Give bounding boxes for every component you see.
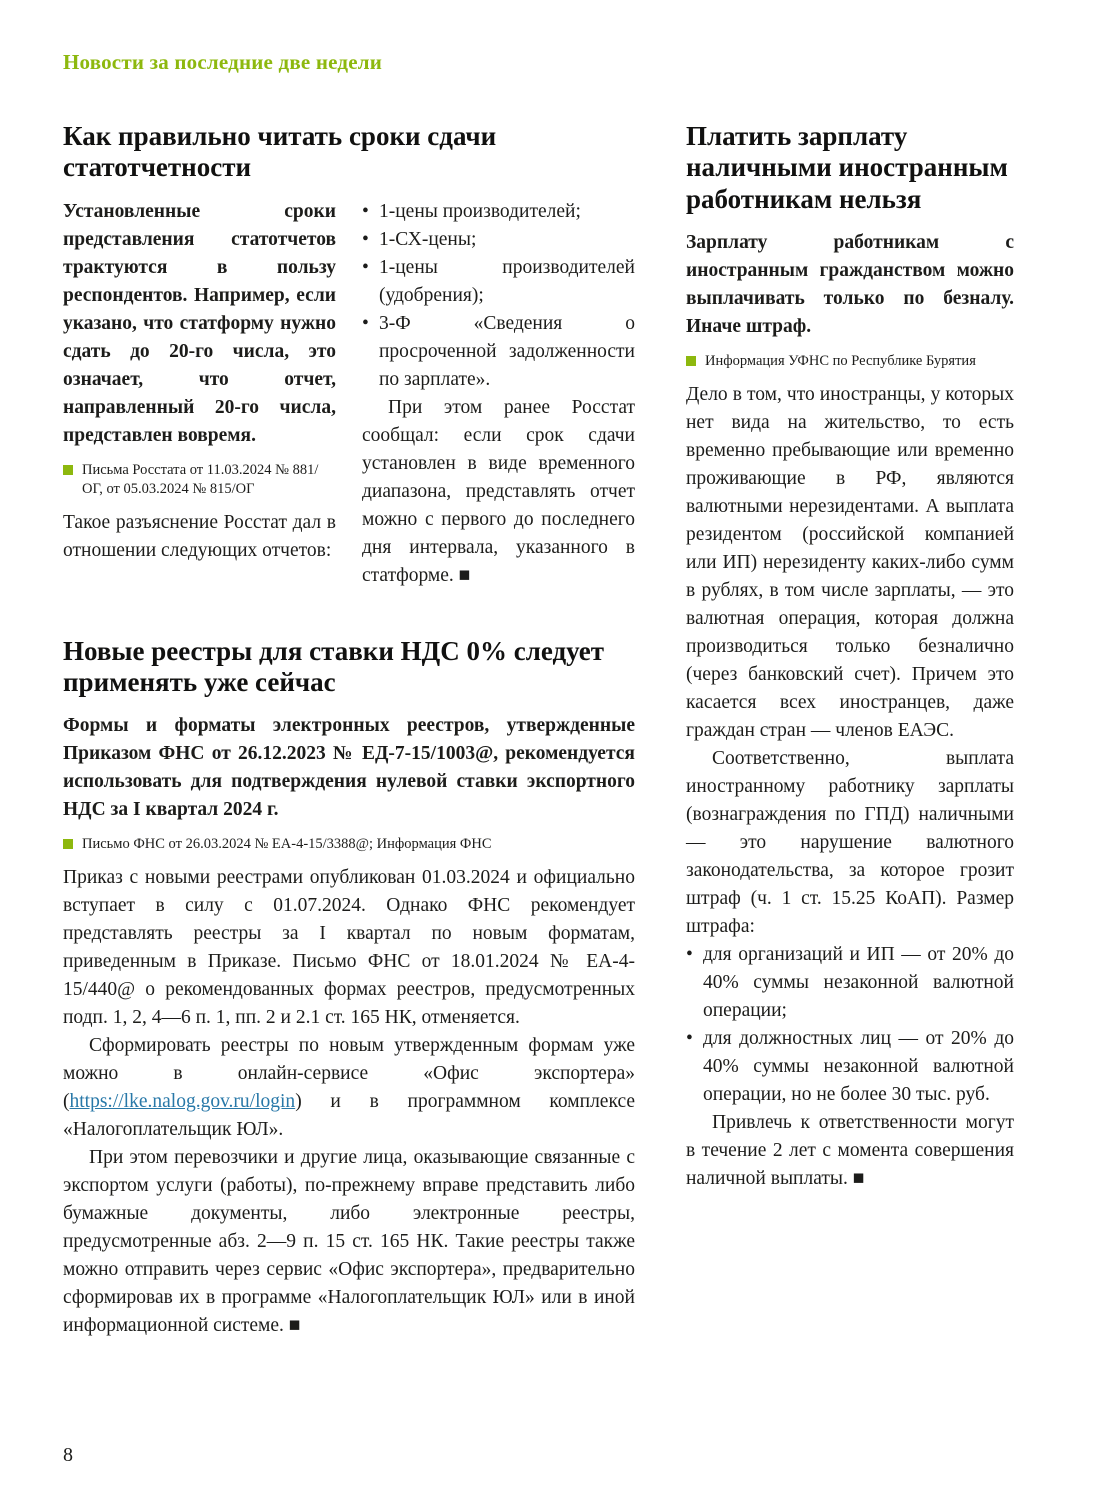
section-header: Новости за последние две недели [63, 50, 383, 74]
left-columns [63, 121, 635, 1340]
article-paragraph: Соответственно, выплата иностранному работнику зарплаты (вознаграждения по ГПД) наличными — это нарушение валютного законодательства, за которое грозит штраф (ч. 1 ст. 15.25 КоАП). Размер штрафа: [686, 747, 1014, 937]
article-paragraph: При этом перевозчики и другие лица, оказывающие связанные с экспортом услуги (работы), по-прежнему вправе представить либо бумажные документы, либо электронные реестры, предусмотренные абз. 2—9 п. 15 ст. 165 НК. Такие реестры также можно отправить через сервис «Офис экспортера», предварительно сформировав их в программе «Налогоплательщик ЮЛ» или в иной информационной системе. ■ [63, 1147, 635, 1337]
source-marker-icon [686, 356, 696, 366]
article-lead: Формы и форматы электронных реестров, утвержденные Приказом ФНС от 26.12.2023 № ЕД-7-15/1003@, рекомендуется использовать для подтверждения нулевой ставки экспортного НДС за I квартал 2024 г. [63, 715, 635, 821]
source-marker-icon [63, 465, 73, 475]
article-paragraph: При этом ранее Росстат сообщал: если срок сдачи установлен в виде временного диапазона, представлять отчет можно с первого до последнего дня интервала, указанного в статформе. ■ [362, 396, 635, 586]
article-cash-salary-foreigners [686, 121, 1014, 1193]
article-title: Платить зарплату наличными иностранным работникам нельзя [686, 121, 1008, 214]
source-text: Информация УФНС по Республике Бурятия [705, 352, 976, 369]
article-paragraph: Такое разъяснение Росстат дал в отношении следующих отчетов: [63, 511, 336, 561]
article-paragraph: Привлечь к ответственности могут в течение 2 лет с момента совершения наличной выплаты. ■ [686, 1111, 1014, 1189]
article-column-left [63, 198, 336, 565]
source-text: Письмо ФНС от 26.03.2024 № ЕА-4-15/3388@; Информация ФНС [82, 836, 492, 853]
source-note [63, 461, 322, 499]
source-note [686, 352, 998, 371]
article-stat-deadlines [63, 121, 635, 590]
list-item: • 1-СХ-цены; [362, 226, 635, 254]
article-lead: Установленные сроки представления статотчетов трактуются в пользу респондентов. Например, если указано, что статформу нужно сдать до 20-го числа, это означает, что отчет, направленный 20-го числа, представлен вовремя. [63, 200, 336, 446]
list-item: • 1-цены производителей (удобрения); [362, 254, 635, 310]
article-paragraph: Дело в том, что иностранцы, у которых нет вида на жительство, то есть временно пребывающие или временно проживающие в РФ, являются валютными нерезидентами. А выплата резидентом (российской компанией или ИП) нерезиденту каких-либо сумм в рублях, в том числе зарплаты, — это валютная операция, которая должна производиться только безналично (через банковский счет). Причем это касается всех иностранцев, даже граждан стран — членов ЕАЭС. [686, 383, 1014, 741]
article-title: Новые реестры для ставки НДС 0% следует применять уже сейчас [63, 635, 605, 697]
list-item: • 1-цены производителей; [362, 198, 635, 226]
content-columns [63, 121, 1014, 1340]
article-title: Как правильно читать сроки сдачи статотчетности [63, 121, 497, 183]
paragraph-text: ) и в программном комплексе «Налогоплательщик ЮЛ». [63, 1091, 635, 1141]
paragraph-text: Сформировать реестры по новым утвержденным формам уже можно в онлайн-сервисе «Офис экспортера» ( [63, 1035, 635, 1113]
article-column-right [362, 198, 635, 590]
nalog-login-link[interactable]: https://lke.nalog.gov.ru/login [69, 1091, 296, 1113]
article-lead: Зарплату работникам с иностранным гражданством можно выплачивать только по безналу. Иначе штраф. [686, 231, 1014, 337]
article-paragraph [63, 1032, 635, 1144]
list-item: • 3-Ф «Сведения о просроченной задолженности по зарплате». [362, 310, 635, 394]
article-vat-registers [63, 636, 635, 1341]
right-column [686, 121, 1014, 1193]
article-paragraph: Приказ с новыми реестрами опубликован 01.03.2024 и официально вступает в силу с 01.07.2024. Однако ФНС рекомендует представлять реестры за I квартал по новым форматам, приведенным в Приказе. Письмо ФНС от 18.01.2024 № ЕА-4-15/440@ о рекомендованных формах реестров, предусмотренных подп. 1, 2, 4—6 п. 1, пп. 2 и 2.1 ст. 165 НК, отменяется. [63, 867, 635, 1029]
source-text: Письма Росстата от 11.03.2024 № 881/ОГ, от 05.03.2024 № 815/ОГ [82, 461, 319, 497]
source-note [63, 835, 606, 854]
list-item: • для должностных лиц — от 20% до 40% суммы незаконной валютной операции, но не более 30 тыс. руб. [686, 1025, 1014, 1109]
report-list [362, 198, 635, 394]
page-number: 8 [63, 1444, 73, 1466]
list-item: • для организаций и ИП — от 20% до 40% суммы незаконной валютной операции; [686, 941, 1014, 1025]
article-body-columns [63, 198, 635, 590]
source-marker-icon [63, 839, 73, 849]
fine-list [686, 941, 1014, 1109]
